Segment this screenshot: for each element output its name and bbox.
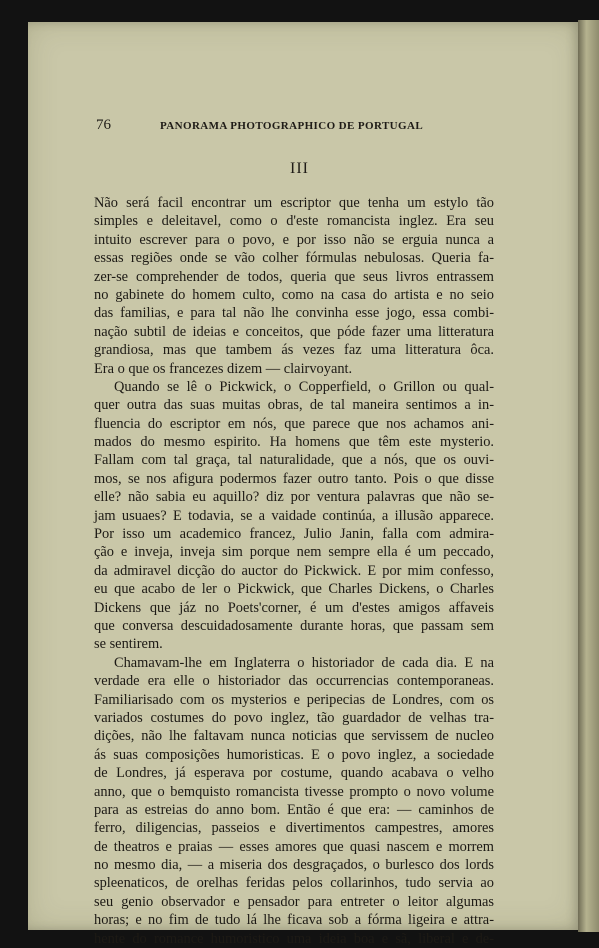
text-line: no mesmo dia, — a miseria dos desgraçados, o burlesco dos lords xyxy=(94,857,494,874)
text-line: hente do romance humoristico uma ideia boa e sã, liberal e de- xyxy=(94,930,494,947)
text-line: anno, que o bemquisto romancista tivesse prompto o novo volume xyxy=(94,783,494,800)
text-line: elle? não sabia eu aquillo? diz por ventura palavras que não se- xyxy=(94,489,494,506)
text-line: ção e inveja, inveja sim porque nem sempre ella é um peccado, xyxy=(94,544,494,561)
paragraph-3 xyxy=(94,654,494,948)
text-line: eu que acabo de ler o Pickwick, que Charles Dickens, o Charles xyxy=(94,581,494,598)
text-line: mados do mesmo espirito. Ha homens que têm este mysterio. xyxy=(94,434,494,451)
text-line: das familias, e para tal não lhe convinha esse jogo, essa combi- xyxy=(94,305,494,322)
page-number: 76 xyxy=(96,117,111,133)
paragraph-1 xyxy=(94,194,494,378)
text-line: simples e deleitavel, como o d'este romancista inglez. Era seu xyxy=(94,213,494,230)
text-line: Era o que os francezes dizem — clairvoyant. xyxy=(94,360,353,377)
text-line: Chamavam-lhe em Inglaterra o historiador de cada dia. E na xyxy=(114,654,494,671)
chapter-heading: III xyxy=(290,160,309,177)
text-line: Por isso um academico francez, Julio Janin, falla com admira- xyxy=(94,526,494,543)
text-line: Familiarisado com os mysterios e peripecias de Londres, com os xyxy=(94,691,494,708)
text-line: seu genio observador e pensador para entreter o leitor algumas xyxy=(94,893,494,910)
text-line: Quando se lê o Pickwick, o Copperfield, o Grillon ou qual- xyxy=(114,378,494,395)
text-line: ferro, diligencias, passeios e divertimentos campestres, amores xyxy=(94,820,494,837)
text-line: horas; e no fim de tudo lá lhe ficava sob a fórma ligeira e attra- xyxy=(94,912,494,929)
text-line: ás suas composições humoristicas. E o povo inglez, a sociedade xyxy=(94,746,494,763)
text-line: verdade era elle o historiador das occurrencias contemporaneas. xyxy=(94,673,494,690)
text-line: essas regiões onde se vão colher fórmulas nebulosas. Queria fa- xyxy=(94,250,494,267)
paragraph-2 xyxy=(94,378,494,654)
text-line: jam usuaes? E todavia, se a vaidade continúa, a illusão apparece. xyxy=(94,507,494,524)
facing-page-edge xyxy=(578,20,599,932)
text-line: Não será facil encontrar um escriptor que tenha um estylo tão xyxy=(94,195,494,211)
text-line: de Londres, já esperava por costume, quando acabava o velho xyxy=(94,765,494,782)
text-line: mos, se nos afigura podermos fazer outro tanto. Pois o que disse xyxy=(94,470,494,487)
text-line: variados costumes do povo inglez, tão guardador de velhas tra- xyxy=(94,709,494,726)
text-line: fluencia do escriptor em nós, que parece que nos achamos ani- xyxy=(94,415,494,432)
text-line: que conversa descuidadosamente durante horas, que passam sem xyxy=(94,617,494,634)
body-text xyxy=(94,194,494,948)
text-line: zer-se comprehender de todos, queria que seus livros entrassem xyxy=(94,268,494,285)
running-title: PANORAMA PHOTOGRAPHICO DE PORTUGAL xyxy=(160,120,424,132)
text-line: dições, não lhe faltavam nunca noticias que servissem de nucleo xyxy=(94,728,494,745)
text-line: para as estreias do anno bom. Então é que era: — caminhos de xyxy=(94,801,494,818)
text-line: de theatros e praias — esses amores que quasi nascem e morrem xyxy=(94,838,494,855)
text-line: intuito escrever para o povo, e por isso não se erguia nunca a xyxy=(94,231,494,248)
text-line: Dickens que jáz no Poets'corner, é um d'estes amigos affaveis xyxy=(94,599,494,616)
text-line: Fallam com tal graça, tal naturalidade, que a nós, que os ouvi- xyxy=(94,452,494,469)
text-line: se sentirem. xyxy=(94,636,163,653)
text-line: nação subtil de ideias e conceitos, que póde fazer uma litteratura xyxy=(94,323,494,340)
text-line: grandiosa, mas que tambem ás vezes faz uma litteratura ôca. xyxy=(94,342,494,359)
text-line: no gabinete do homem culto, como na casa do artista e no seio xyxy=(94,286,494,303)
text-line: spleenaticos, de orelhas feridas pelos collarinhos, tudo servia ao xyxy=(94,875,494,892)
text-line: quer outra das suas muitas obras, de tal maneira sentimos a in- xyxy=(94,397,494,414)
page-header xyxy=(96,117,496,135)
text-line: da admiravel dicção do auctor do Pickwick. E por mim confesso, xyxy=(94,562,494,579)
